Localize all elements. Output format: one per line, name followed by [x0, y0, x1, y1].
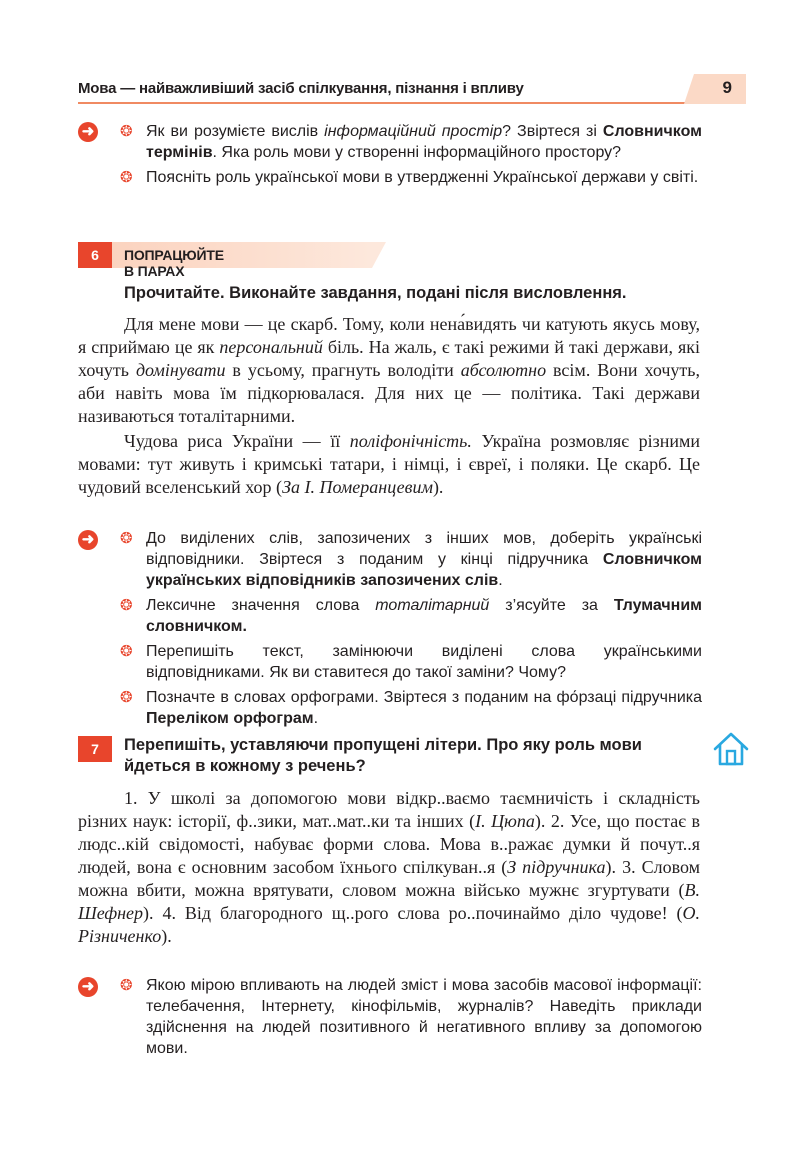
paragraph: Для мене мови — це скарб. Тому, коли нена́видять чи катують якусь мову, я сприймаю це як персональний біль. На жаль, є такі режими й такі держави, які хочуть домінувати в усьому, прагнуть володіти абсолютно всім. Вони хочуть, аби навіть мова їм підкорювалася. Для них це — політика. Такі держави називаються тоталітарними.: [78, 314, 700, 426]
task-6-text: [78, 313, 700, 499]
arrow-right-icon: ➜: [78, 122, 98, 142]
task-6-instruction: Прочитайте. Виконайте завдання, подані після висловлення.: [124, 284, 627, 302]
page-number: 9: [722, 78, 732, 97]
asterisk-bullet-icon: ❂: [120, 597, 133, 614]
page-header: [78, 74, 746, 104]
task-7-text: [78, 787, 700, 948]
list-item: ❂ Як ви розумієте вислів інформаційний простір? Звіртеся зі Словничком термінів. Яка роль мови у створенні інформаційного простору?: [120, 123, 702, 161]
task-7-title: Перепишіть, уставляючи пропущені літери. Про яку роль мови йдеться в кожному з речень?: [124, 736, 642, 775]
list-item: ❂ Позначте в словах орфограми. Звіртеся з поданим на фо́рзаці підручника Переліком орфограм.: [120, 689, 702, 727]
asterisk-bullet-icon: ❂: [120, 169, 133, 186]
paragraph: 1. У школі за допомогою мови відкр..ваємо таємничість і складність різних наук: історії, ф..зики, мат..мат..ки та інших (І. Цюпа). 2. Усе, що постає в людс..кій свідомості, набуває форми слова. Мова в..ражає думки й почут..я людей, вона є основним засобом їхнього спілкуван..я (З підручника). 3. Словом можна вбити, можна врятувати, словом можна військо мужнє згуртувати (В. Шефнер). 4. Від благородного щ..рого слова ро..починаймо діло чудове! (О. Різниченко).: [78, 788, 701, 946]
asterisk-bullet-icon: ❂: [120, 643, 133, 660]
questions-list-3: [120, 975, 702, 1063]
list-item: ❂ Перепишіть текст, замінюючи виділені слова українськими відповідниками. Як ви ставитеся до такої заміни? Чому?: [120, 643, 702, 681]
header-title: Мова — найважливіший засіб спілкування, пізнання і впливу: [78, 80, 524, 97]
questions-list-2: [120, 528, 702, 733]
asterisk-bullet-icon: ❂: [120, 689, 133, 706]
home-icon[interactable]: [712, 730, 750, 768]
task-7-number: 7: [78, 736, 112, 762]
asterisk-bullet-icon: ❂: [120, 977, 133, 994]
arrow-right-icon: ➜: [78, 977, 98, 997]
questions-list-1: [120, 121, 702, 192]
asterisk-bullet-icon: ❂: [120, 530, 133, 547]
header-rule: [78, 102, 698, 104]
list-item: ❂ Якою мірою впливають на людей зміст і мова засобів масової інформації: телебачення, Інтернету, кінофільмів, журналів? Наведіть приклади здійснення на людей позитивного й негативного впливу за допомогою мови.: [120, 977, 702, 1057]
list-item: ❂ Лексичне значення слова тоталітарний з’ясуйте за Тлумачним словничком.: [120, 597, 703, 635]
asterisk-bullet-icon: ❂: [120, 123, 133, 140]
paragraph: Чудова риса України — її поліфонічність. Україна розмовляє різними мовами: тут живуть і кримські татари, і німці, і євреї, і поляки. Це скарб. Це чудовий вселенський хор (За І. Померанцевим).: [78, 431, 700, 497]
page-number-box: [694, 74, 746, 104]
task-label: ПОПРАЦЮЙТЕ В ПАРАХ: [124, 247, 224, 279]
list-item: ❂ До виділених слів, запозичених з інших мов, доберіть українські відповідники. Звіртеся з поданим у кінці підручника Словничком українських відповідників запозичених слів.: [120, 530, 702, 589]
task-number: 6: [78, 242, 112, 268]
list-item: ❂ Поясніть роль української мови в утвердженні Української держави у світі.: [120, 169, 699, 186]
arrow-right-icon: ➜: [78, 530, 98, 550]
